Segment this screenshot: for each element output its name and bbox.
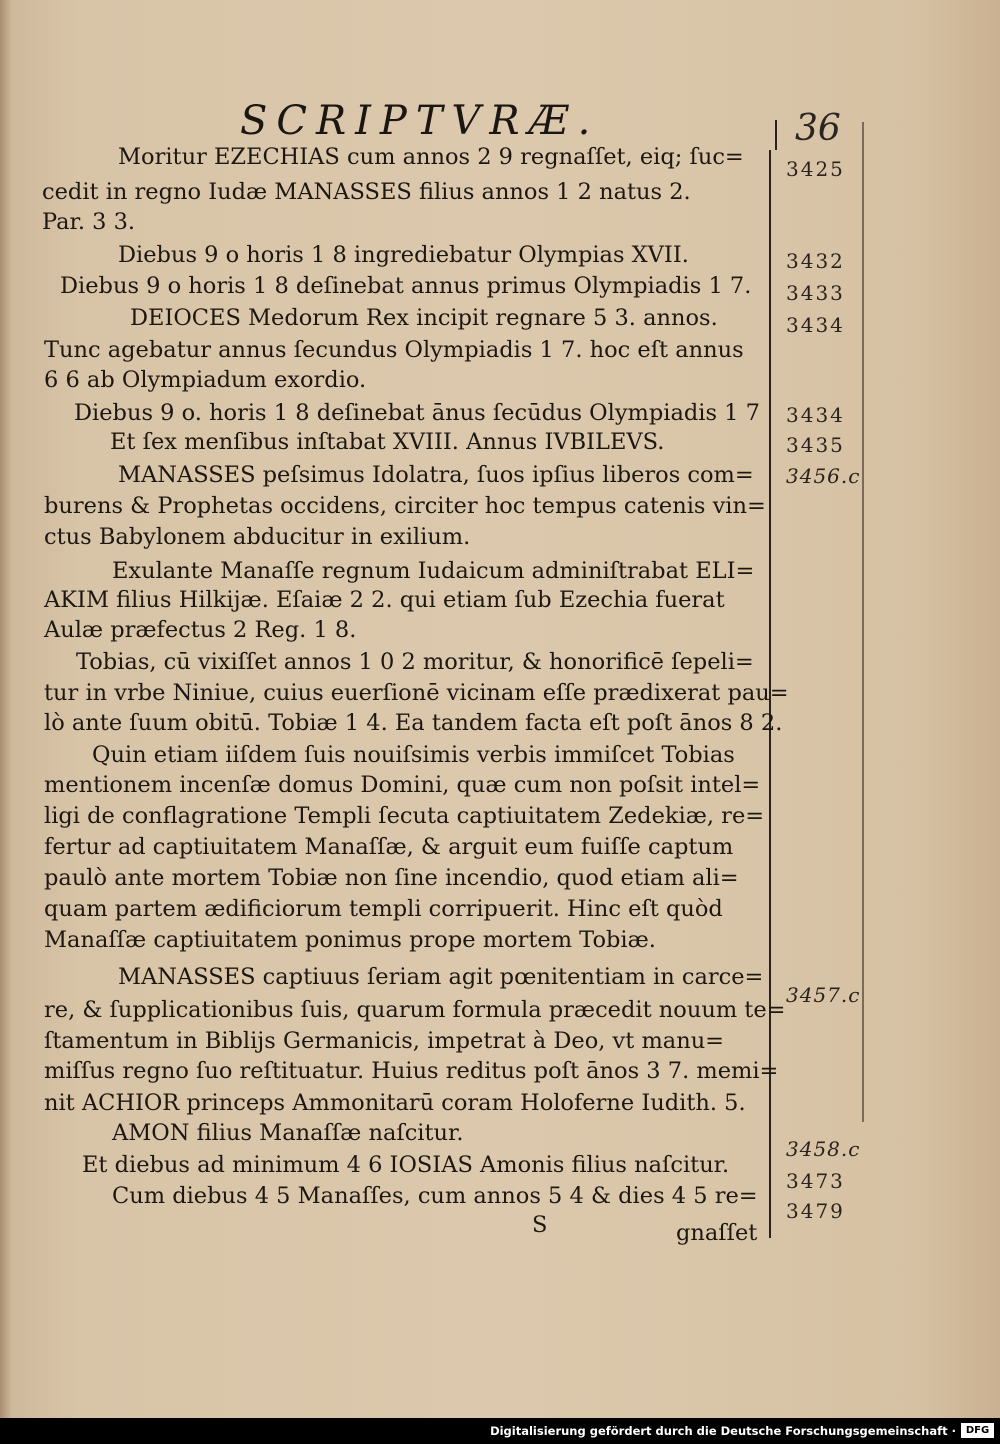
year-marginal-9: 3458.c [786, 1137, 861, 1161]
text-line-5: Diebus 9 o horis 1 8 deſinebat annus primus Olympiadis 1 7. [60, 273, 752, 299]
header-rule-tick [775, 120, 777, 150]
year-marginal-10: 3473 [786, 1169, 845, 1193]
text-line-21: mentionem incenſæ domus Domini, quæ cum non poſsit intel= [44, 772, 761, 798]
year-marginal-7: 3456.c [786, 464, 861, 488]
year-marginal-11: 3479 [786, 1199, 845, 1223]
text-line-17: Tobias, cū vixiſſet annos 1 0 2 moritur, & honorificē ſepeli= [76, 649, 754, 675]
text-line-8: 6 6 ab Olympiadum exordio. [44, 367, 367, 393]
text-line-29: ſtamentum in Biblijs Germanicis, impetrat à Deo, vt manu= [44, 1028, 725, 1054]
text-line-15: AKIM filius Hilkijæ. Eſaiæ 2 2. qui etiam ſub Ezechia fuerat [44, 587, 725, 613]
text-line-28: re, & ſupplicationibus ſuis, quarum formula præcedit nouum te= [44, 997, 786, 1023]
text-line-14: Exulante Manaſſe regnum Iudaicum adminiſtrabat ELI= [112, 558, 755, 584]
year-marginal-3: 3433 [786, 281, 845, 305]
text-line-13: ctus Babylonem abducitur in exilium. [44, 524, 471, 550]
text-line-33: Et diebus ad minimum 4 6 IOSIAS Amonis filius naſcitur. [82, 1152, 730, 1178]
text-line-1: Moritur EZECHIAS cum annos 2 9 regnaſſet, eiq; ſuc= [118, 144, 744, 170]
catchword: gnaſſet [676, 1220, 758, 1246]
text-line-16: Aulæ præfectus 2 Reg. 1 8. [44, 617, 357, 643]
text-line-9: Diebus 9 o. horis 1 8 deſinebat ānus ſecūdus Olympiadis 1 7 [74, 400, 760, 426]
year-marginal-4: 3434 [786, 313, 845, 337]
text-line-7: Tunc agebatur annus ſecundus Olympiadis 1 7. hoc eſt annus [44, 337, 744, 363]
text-line-23: fertur ad captiuitatem Manaſſæ, & arguit eum fuiſſe captum [44, 834, 734, 860]
text-line-24: paulò ante mortem Tobiæ non ſine incendio, quod etiam ali= [44, 865, 739, 891]
text-line-32: AMON filius Manaſſæ naſcitur. [112, 1120, 464, 1146]
year-marginal-8: 3457.c [786, 983, 861, 1007]
text-line-3: Par. 3 3. [42, 209, 136, 235]
text-line-27: MANASSES captiuus ſeriam agit pœnitentiam in carce= [118, 964, 764, 990]
text-line-18: tur in vrbe Niniue, cuius euerſionē vicinam eſſe prædixerat pau= [44, 680, 789, 706]
text-line-6: DEIOCES Medorum Rex incipit regnare 5 3. annos. [130, 305, 718, 331]
text-line-25: quam partem ædificiorum templi corripuerit. Hinc eſt quòd [44, 896, 723, 922]
year-marginal-1: 3425 [786, 157, 845, 181]
outer-margin-rule [862, 122, 864, 1122]
running-title: SCRIPTVRÆ. [240, 98, 600, 144]
text-line-34: Cum diebus 4 5 Manaſſes, cum annos 5 4 & dies 4 5 re= [112, 1183, 758, 1209]
text-line-26: Manaſſæ captiuitatem ponimus prope mortem Tobiæ. [44, 927, 656, 953]
text-line-12: burens & Prophetas occidens, circiter hoc tempus catenis vin= [44, 493, 766, 519]
folio-number: 36 [795, 108, 841, 149]
text-line-19: lò ante ſuum obitū. Tobiæ 1 4. Ea tandem facta eſt poſt ānos 8 2. [44, 710, 783, 736]
text-line-10: Et ſex menſibus inſtabat XVIII. Annus IVBILEVS. [110, 429, 665, 455]
dfg-logo: DFG [961, 1423, 994, 1438]
footer-bar [0, 1418, 1000, 1444]
text-line-22: ligi de conflagratione Templi ſecuta captiuitatem Zedekiæ, re= [44, 803, 765, 829]
funding-credit: Digitalisierung gefördert durch die Deutsche Forschungsgemeinschaft · [490, 1424, 956, 1438]
year-marginal-6: 3435 [786, 433, 845, 457]
text-line-20: Quin etiam iiſdem ſuis nouiſsimis verbis immiſcet Tobias [92, 742, 735, 768]
year-marginal-2: 3432 [786, 249, 845, 273]
text-line-4: Diebus 9 o horis 1 8 ingrediebatur Olympias XVII. [118, 242, 689, 268]
text-line-31: nit ACHIOR princeps Ammonitarū coram Holoferne Iudith. 5. [44, 1090, 746, 1116]
text-line-11: MANASSES peſsimus Idolatra, ſuos ipſius liberos com= [118, 462, 754, 488]
text-line-2: cedit in regno Iudæ MANASSES filius annos 1 2 natus 2. [42, 179, 691, 205]
text-line-30: miſſus regno ſuo reſtituatur. Huius reditus poſt ānos 3 7. memi= [44, 1058, 779, 1084]
year-marginal-5: 3434 [786, 403, 845, 427]
signature-mark: S [532, 1212, 548, 1238]
